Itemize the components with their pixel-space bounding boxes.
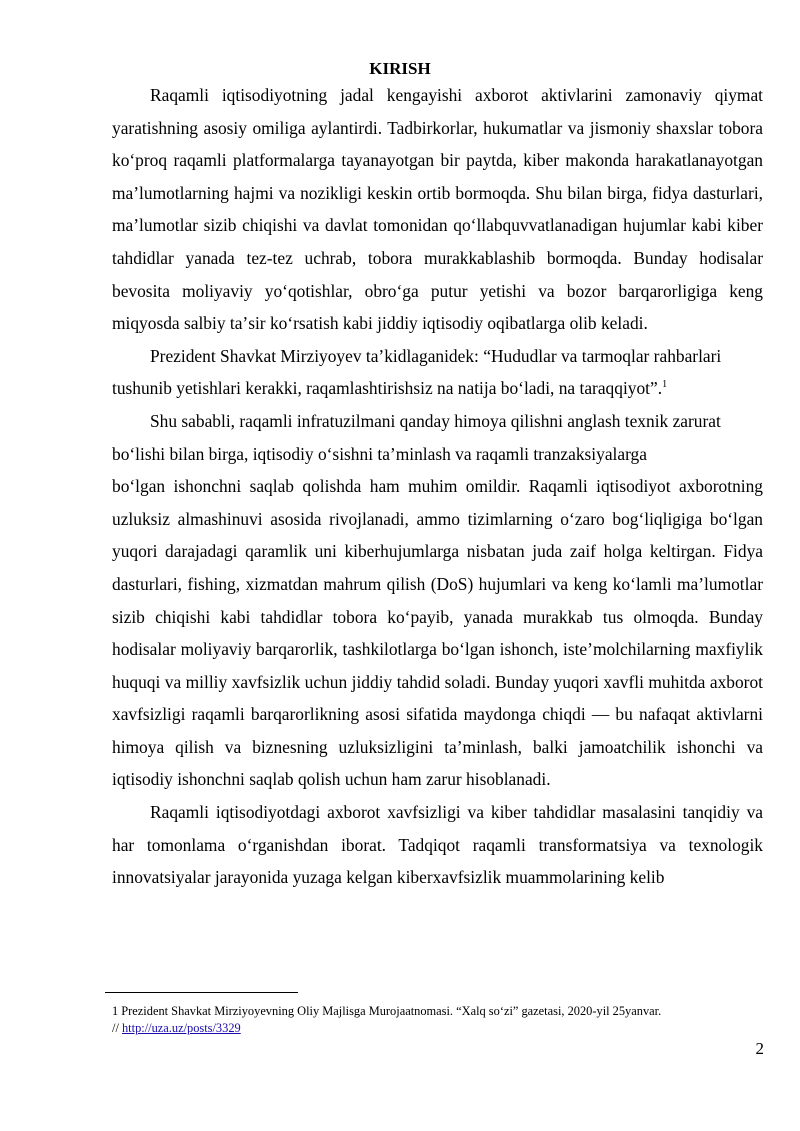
paragraph-4: Raqamli iqtisodiyotdagi axborot xavfsizligi va kiber tahdidlar masalasini tanqidiy va har tomonlama oʻrganishdan iborat. Tadqiqot raqamli transformatsiya va texnologik innovatsiyalar jarayonida yuzaga kelgan kiberxavfsizlik muammolarining kelib <box>112 802 763 888</box>
footnote-text: 1 Prezident Shavkat Mirziyoyevning Oliy Majlisga Murojaatnomasi. “Xalq soʻzi” gazetasi, 2020-yil 25yanvar. <box>112 1004 662 1018</box>
paragraph-1: Raqamli iqtisodiyotning jadal kengayishi axborot aktivlarini zamonaviy qiymat yaratishning asosiy omiliga aylantirdi. Tadbirkorlar, hukumatlar va jismoniy shaxslar tobora koʻproq raqamli platformalarga tayanayotgan bir paytda, kiber makonda harakatlanayotgan maʼlumotlarning hajmi va nozikligi keskin ortib bormoqda. Shu bilan birga, fidya dasturlari, maʼlumotlar sizib chiqishi va davlat tomonidan qoʻllabquvvatlanadigan hujumlar kabi kiber tahdidlar yanada tez-tez uchrab, tobora murakkablashib bormoqda. Bunday hodisalar bevosita moliyaviy yoʻqotishlar, obroʻga putur yetishi va bozor barqarorligiga keng miqyosda salbiy taʼsir koʻrsatish kabi jiddiy iqtisodiy oqibatlarga olib keladi. <box>112 85 763 334</box>
paragraph-3-continued: boʻlgan ishonchni saqlab qolishda ham muhim omildir. Raqamli iqtisodiyot axborotning uzluksiz almashinuvi asosida rivojlanadi, ammo tizimlarning oʻzaro bogʻliqligiga boʻlgan yuqori darajadagi qaramlik uni kiberhujumlarga nisbatan juda zaif holga keltirgan. Fidya dasturlari, fishing, xizmatdan mahrum qilish (DoS) hujumlari va keng koʻlamli maʼlumotlar sizib chiqishi kabi tahdidlar tobora koʻpayib, yanada murakkab tus olmoqda. Bunday hodisalar moliyaviy barqarorlik, tashkilotlarga boʻlgan ishonch, isteʼmolchilarning maxfiylik huquqi va milliy xavfsizlik uchun jiddiy tahdid soladi. Bunday yuqori xavfli muhitda axborot xavfsizligi raqamli barqarorlikning asosi sifatida maydonga chiqdi — bu nafaqat aktivlarni himoya qilish va biznesning uzluksizligini taʼminlash, balki jamoatchilik ishonchi va iqtisodiy ishonchni saqlab qolish uchun ham zarur hisoblanadi. <box>112 476 763 790</box>
paragraph-2 <box>112 340 763 405</box>
body-text <box>112 79 763 894</box>
paragraph-3: Shu sababli, raqamli infratuzilmani qanday himoya qilishni anglash texnik zarurat boʻlishi bilan birga, iqtisodiy oʻsishni taʼminlash va raqamli tranzaksiyalarga <box>112 410 721 464</box>
footnote-link[interactable]: http://uza.uz/posts/3329 <box>121 1021 241 1035</box>
section-title: KIRISH <box>369 59 431 78</box>
footnote-divider <box>105 992 298 993</box>
footnote <box>112 1003 767 1037</box>
footnote-link-prefix: // <box>112 1021 122 1035</box>
footnote-reference[interactable]: 1 <box>662 378 668 390</box>
footnote-link-line <box>112 1020 767 1037</box>
paragraph-2-text: Prezident Shavkat Mirziyoyev taʼkidlaganidek: “Hududlar va tarmoqlar rahbarlari tushunib yetishlari kerakki, raqamlashtirishsiz na natija boʻladi, na taraqqiyot”. <box>112 345 722 399</box>
page-number: 2 <box>755 1039 764 1058</box>
